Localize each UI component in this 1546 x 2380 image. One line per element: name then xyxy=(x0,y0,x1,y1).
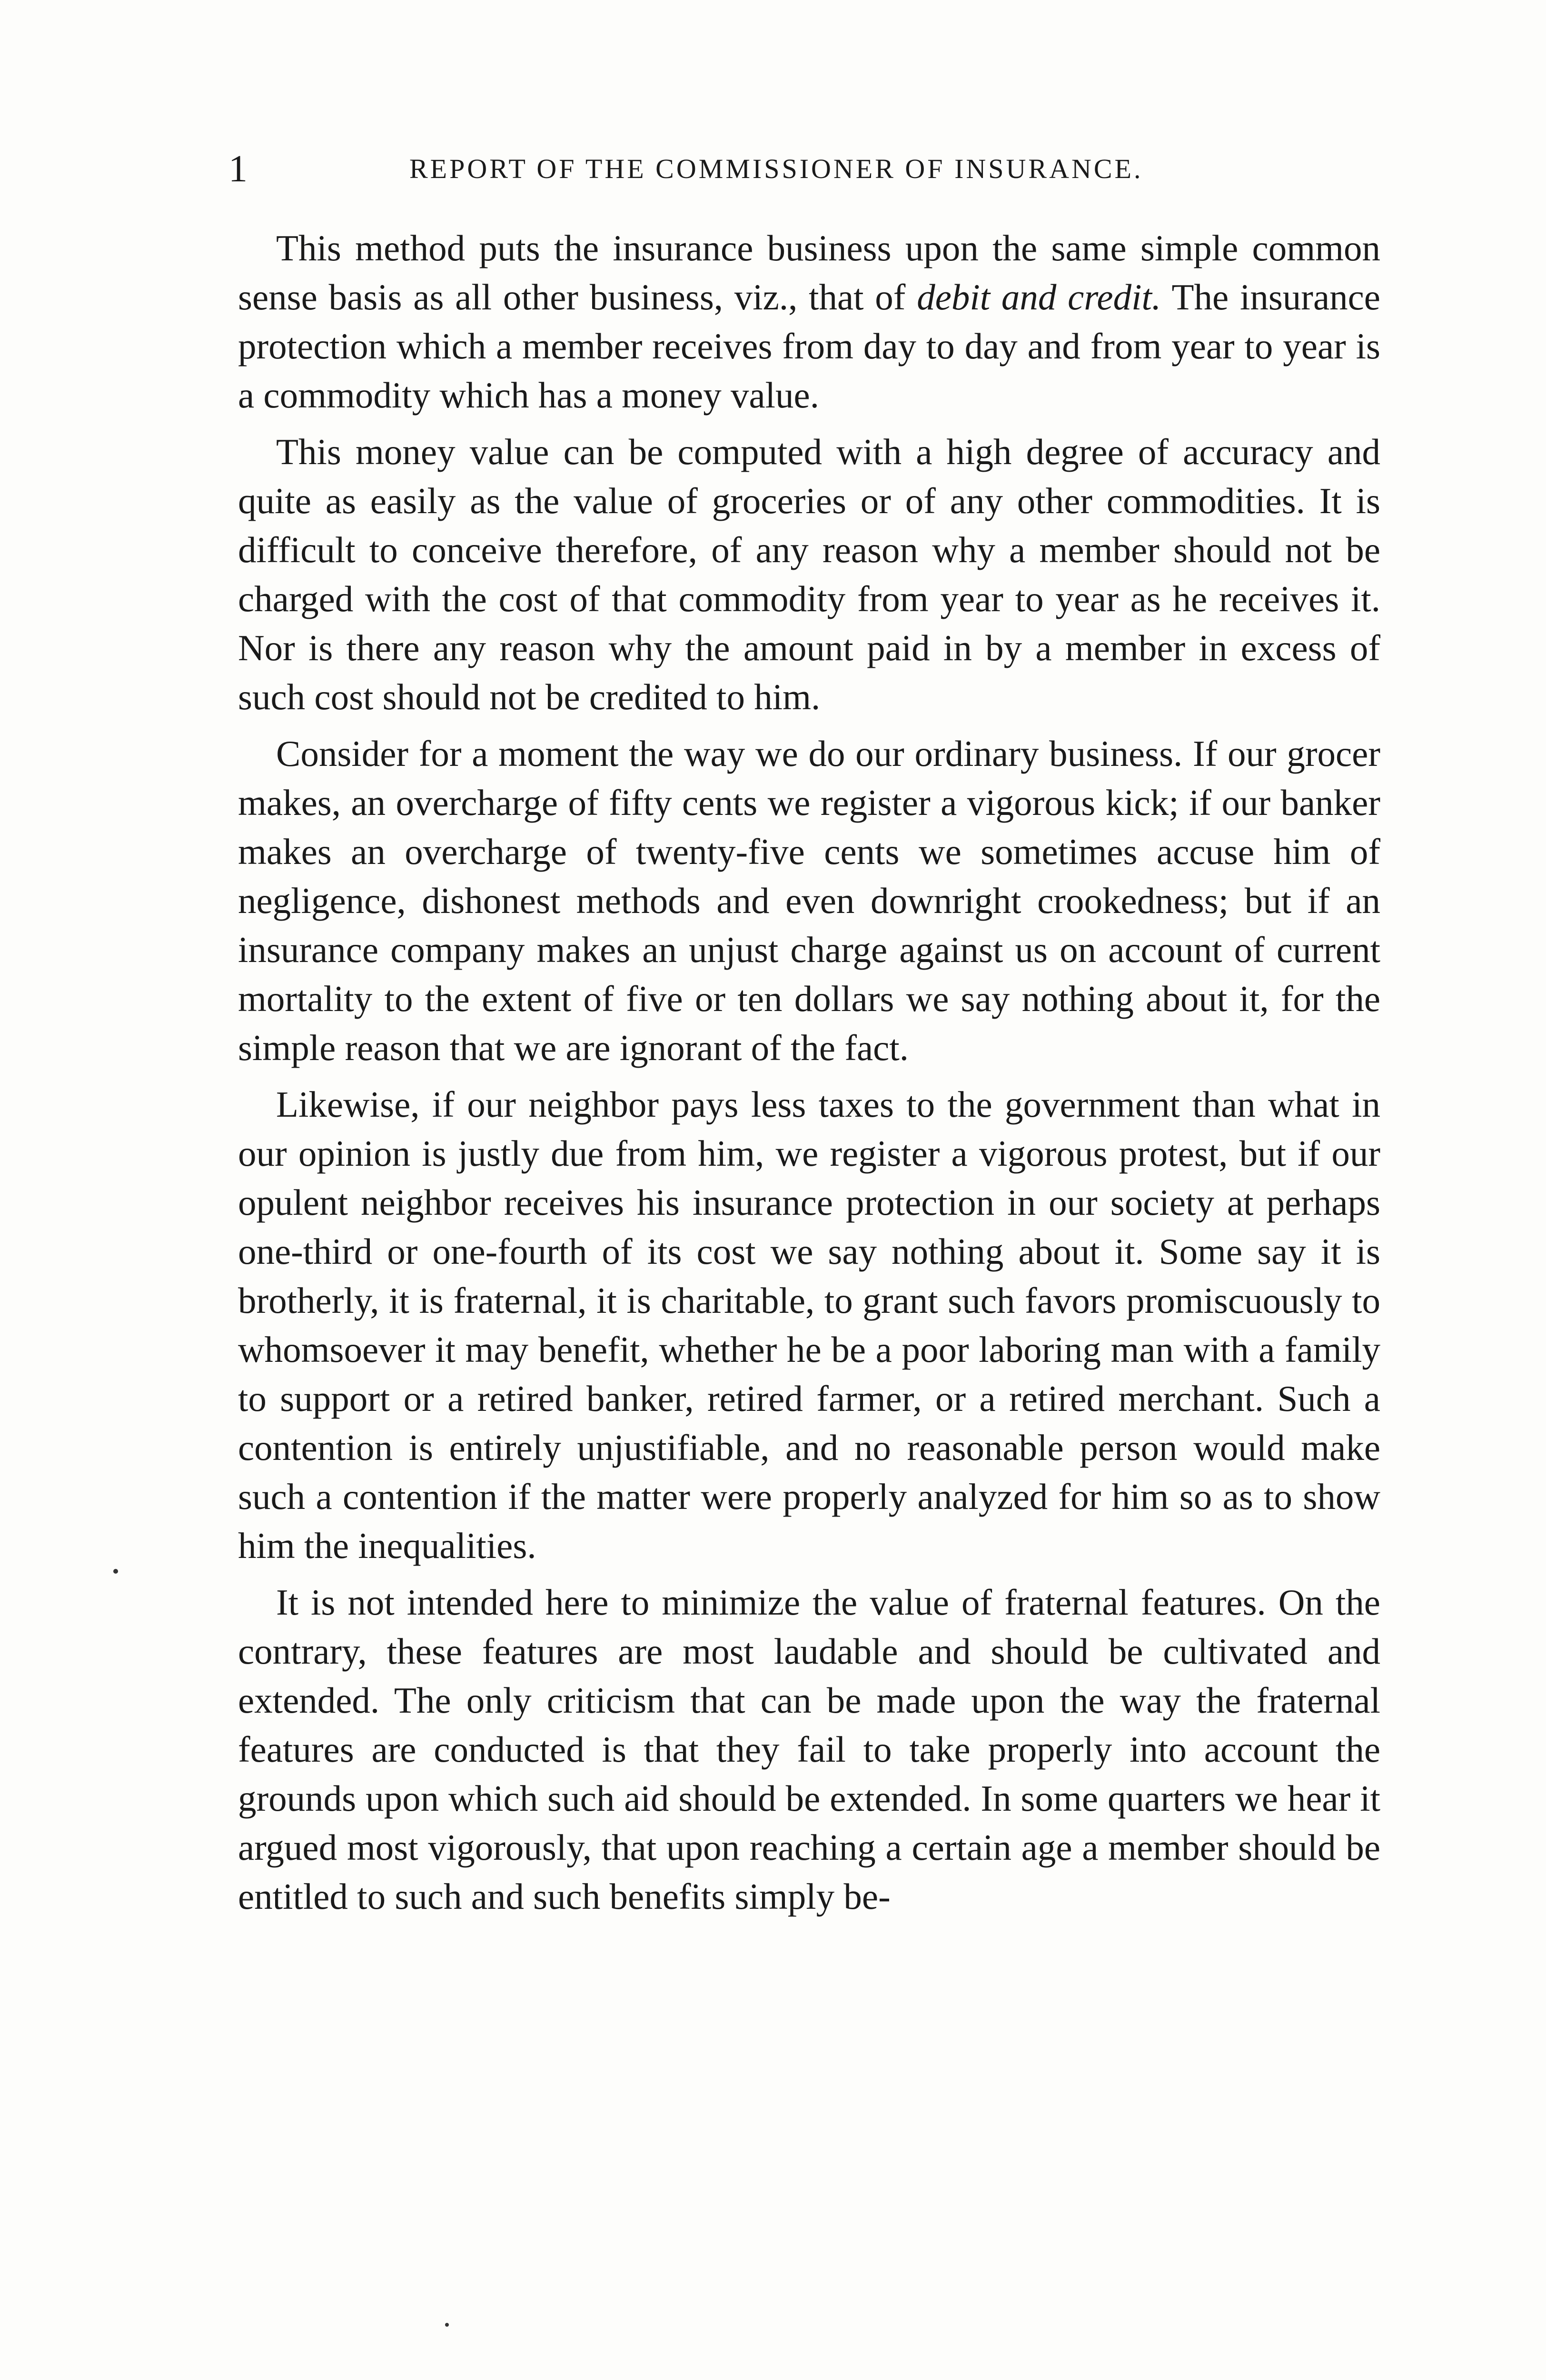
paragraph-5: It is not intended here to minimize the value of fraternal features. On the contrary, these features are most laudable and should be cultivated and extended. The only criticism that can be made upon the way the fraternal features are conducted is that they fail to take properly into account the grounds upon which such aid should be extended. In some quarters we hear it argued most vigorously, that upon reaching a certain age a member should be entitled to such and such benefits simply be- xyxy=(238,1582,1380,1917)
paragraph-4: Likewise, if our neighbor pays less taxes to the government than what in our opinion is justly due from him, we register a vigorous protest, but if our opulent neighbor receives his insurance protection in our society at perhaps one-third or one-fourth of its cost we say nothing about it. Some say it is brotherly, it is fraternal, it is charitable, to grant such favors promiscuously to whomsoever it may benefit, whether he be a poor laboring man with a family to support or a retired banker, retired farmer, or a retired merchant. Such a contention is entirely unjustifiable, and no reasonable person would make such a contention if the matter were properly analyzed for him so as to show him the inequalities. xyxy=(238,1084,1380,1566)
paragraph-3: Consider for a moment the way we do our ordinary business. If our grocer makes, an overcharge of fifty cents we register a vigorous kick; if our banker makes an overcharge of twenty-five cents we sometimes accuse him of negligence, dishonest methods and even downright crookedness; but if an insurance company makes an unjust charge against us on account of current mortality to the extent of five or ten dollars we say nothing about it, for the simple reason that we are ignorant of the fact. xyxy=(238,733,1380,1068)
paragraph-1 xyxy=(238,224,1380,420)
paragraph-2: This money value can be computed with a high degree of accuracy and quite as easily as the value of groceries or of any other commodities. It is difficult to conceive therefore, of any reason why a member should not be charged with the cost of that commodity from year to year as he receives it. Nor is there any reason why the amount paid in by a member in excess of such cost should not be credited to him. xyxy=(238,431,1380,717)
page-header xyxy=(228,143,1395,195)
page-number: 1 xyxy=(228,148,248,190)
paragraph-1-emphasis: debit and credit. xyxy=(917,277,1161,317)
paragraph-1-text-after: The insurance protection which a member receives from day to day and from year to year is a commodity which has a money value. xyxy=(238,277,1380,416)
scan-speck xyxy=(113,1569,118,1574)
paragraph-1-text-before: This method puts the insurance business upon the same simple common sense basis as all other business, viz., that of xyxy=(238,228,1380,317)
running-title: REPORT OF THE COMMISSIONER OF INSURANCE. xyxy=(409,153,1143,184)
scan-speck xyxy=(445,2323,449,2327)
body-text xyxy=(238,224,1380,1929)
